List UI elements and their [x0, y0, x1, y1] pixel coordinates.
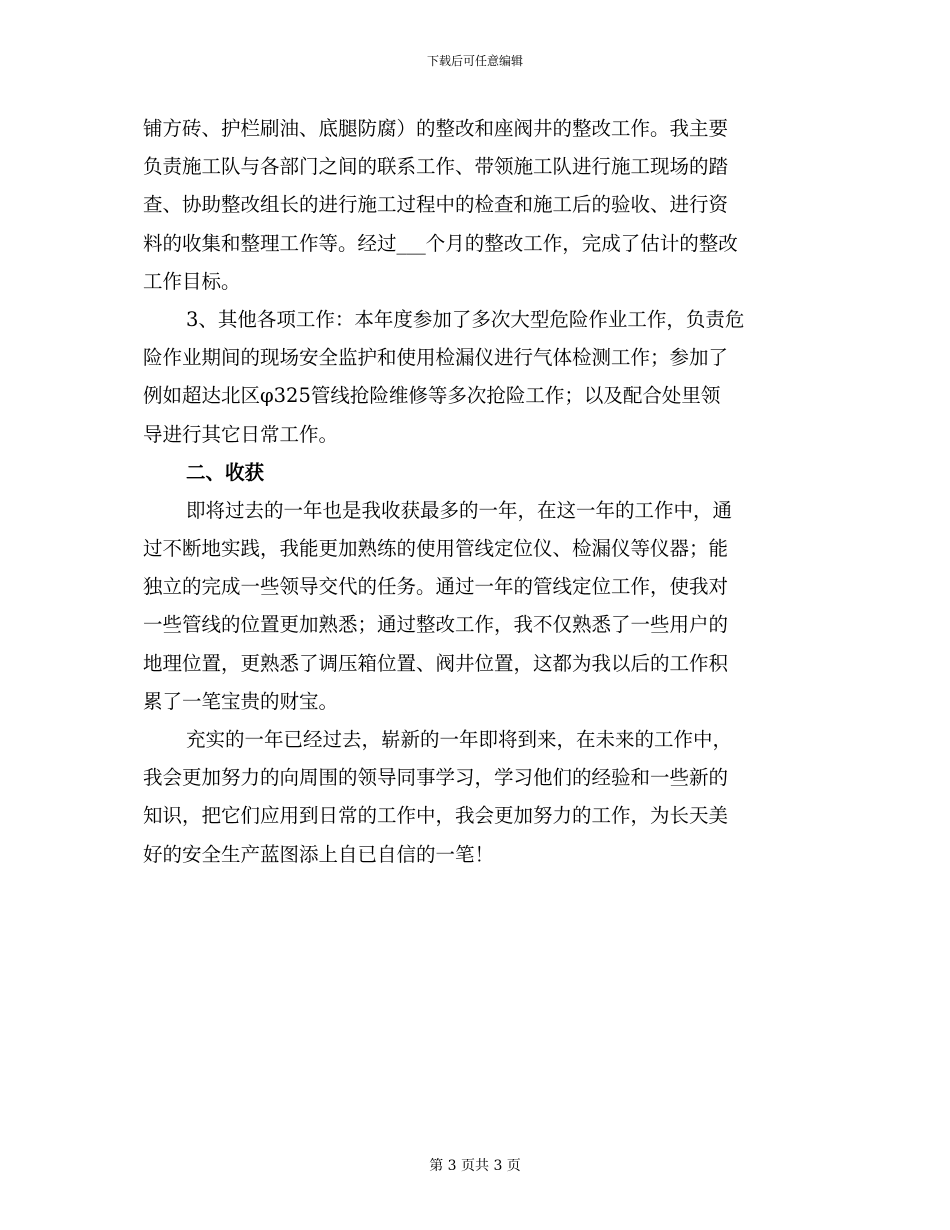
paragraph-other-work	[143, 301, 809, 454]
text-line: 一些管线的位置更加熟悉；通过整改工作，我不仅熟悉了一些用户的	[143, 613, 729, 637]
section-heading-gains	[143, 454, 809, 492]
text-line: 地理位置，更熟悉了调压箱位置、阀井位置，这都为我以后的工作积	[143, 651, 729, 675]
text-line: 例如超达北区φ325管线抢险维修等多次抢险工作；以及配合处里领	[143, 384, 721, 408]
paragraph-rectification	[143, 110, 809, 301]
text-line: 我会更加努力的向周围的领导同事学习，学习他们的经验和一些新的	[143, 766, 729, 790]
text-line: 料的收集和整理工作等。经过___个月的整改工作，完成了估计的整改	[143, 231, 738, 255]
text-line: 导进行其它日常工作。	[143, 422, 339, 446]
text-line: 3、其他各项工作：本年度参加了多次大型危险作业工作，负责危	[186, 307, 745, 331]
page-header: 下载后可任意编辑	[426, 54, 523, 68]
paragraph-outlook	[143, 721, 809, 874]
text-line: 铺方砖、护栏刷油、底腿防腐）的整改和座阀井的整改工作。我主要	[143, 117, 729, 140]
text-line: 独立的完成一些领导交代的任务。通过一年的管线定位工作，使我对	[143, 575, 729, 599]
text-line: 即将过去的一年也是我收获最多的一年，在这一年的工作中，通	[186, 498, 733, 522]
paragraph-gains	[143, 492, 809, 721]
section-heading: 二、收获	[186, 460, 265, 484]
document-body	[143, 110, 809, 874]
text-line: 工作目标。	[143, 269, 241, 293]
text-line: 好的安全生产蓝图添上自已自信的一笔！	[143, 842, 495, 866]
text-line: 知识，把它们应用到日常的工作中，我会更加努力的工作，为长天美	[143, 804, 729, 828]
text-line: 过不断地实践，我能更加熟练的使用管线定位仪、检漏仪等仪器；能	[143, 537, 729, 561]
text-line: 累了一笔宝贵的财宝。	[143, 689, 339, 713]
text-line: 负责施工队与各部门之间的联系工作、带领施工队进行施工现场的踏	[143, 155, 729, 179]
text-line: 充实的一年已经过去，崭新的一年即将到来，在未来的工作中，	[186, 728, 733, 751]
text-line: 险作业期间的现场安全监护和使用检漏仪进行气体检测工作；参加了	[143, 346, 729, 370]
page-footer: 第 3 页共 3 页	[429, 1158, 521, 1174]
text-line: 查、协助整改组长的进行施工过程中的检查和施工后的验收、进行资	[143, 193, 729, 217]
